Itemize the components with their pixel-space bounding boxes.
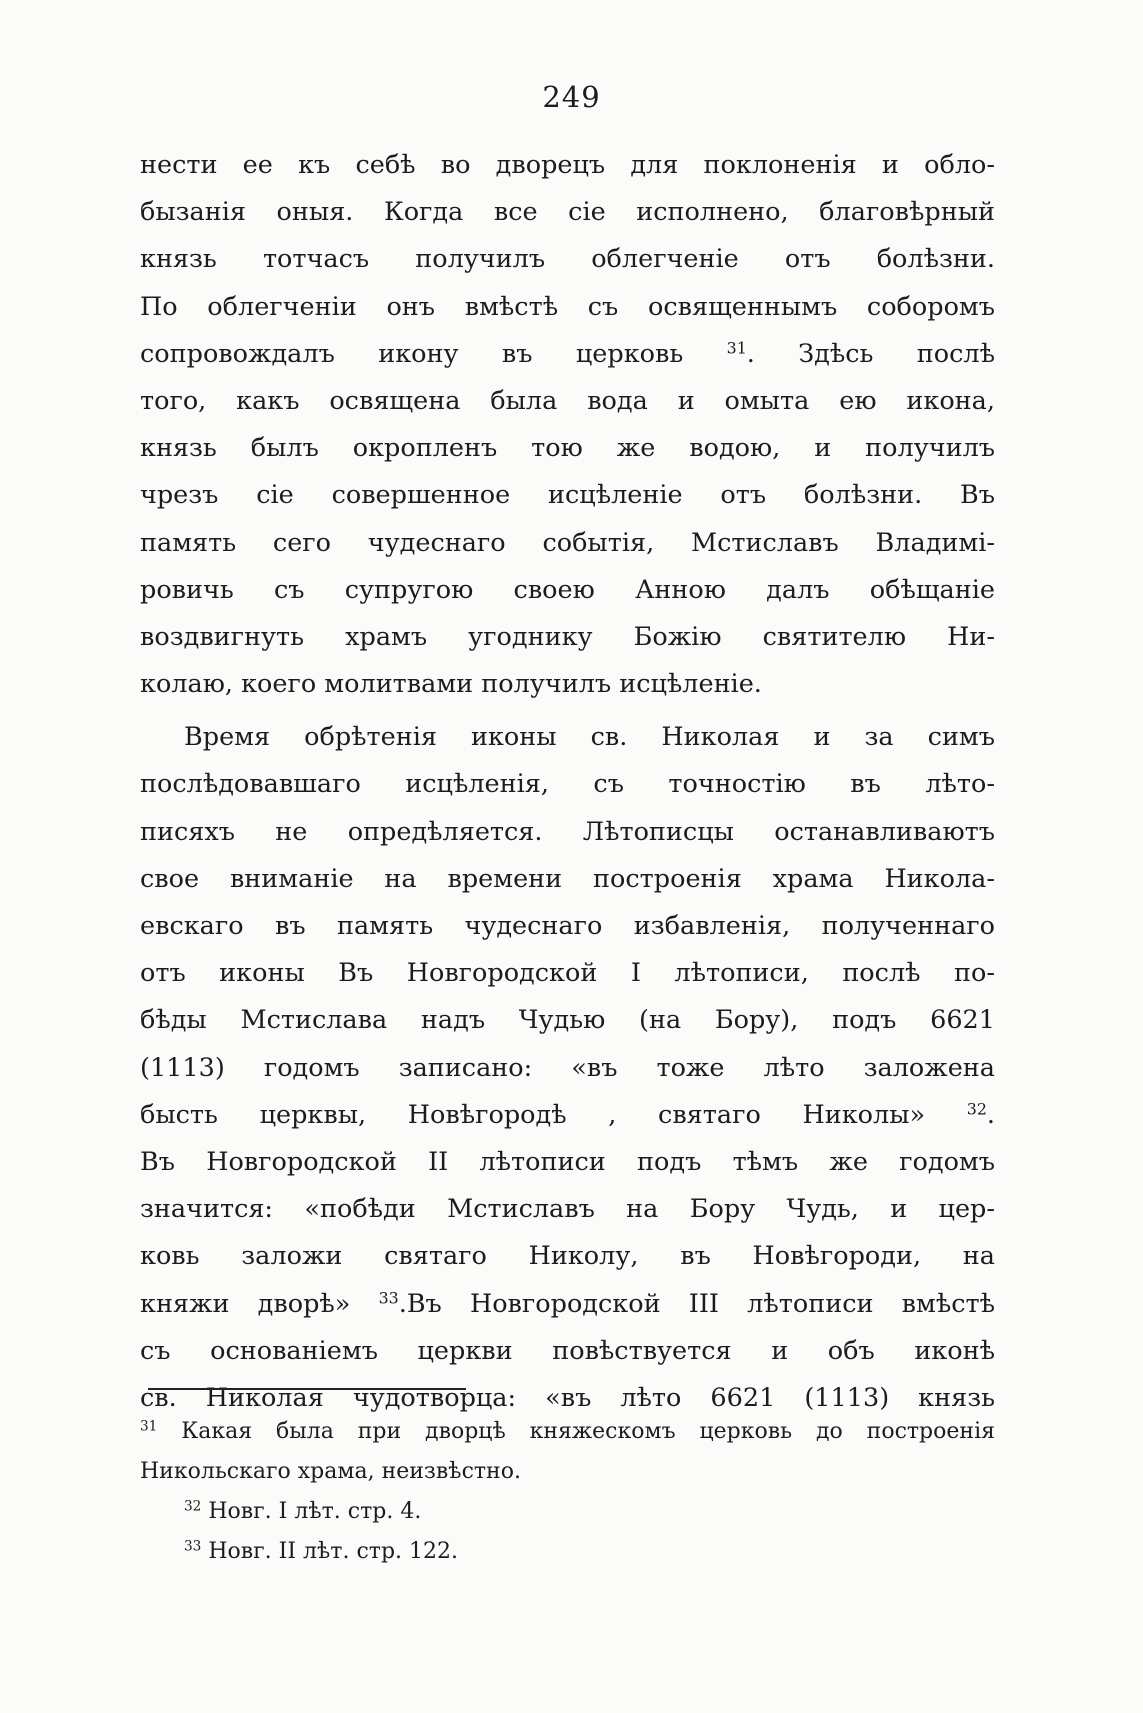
note-ref-31: 31 [726,338,747,358]
page-number: 249 [542,80,601,114]
footnote-31 [140,1412,995,1452]
text-segment: сопровождалъ икону въ церковь [140,338,684,369]
footnote-31-cont: Никольскаго храма, неизвѣстно. [140,1459,521,1484]
footnote-32 [140,1492,995,1532]
footnotes [140,1412,995,1572]
footnote-marker: 32 [184,1498,202,1515]
text-line: бызанія оныя. Когда все сіе исполнено, благовѣрный [140,197,995,228]
footnote-33 [140,1532,995,1572]
text-line: значится: «побѣди Мстиславъ на Бору Чудь, и цер- [140,1194,995,1225]
text-line: св. Николая чудотворца: «въ лѣто 6621 (1113) князь [140,1382,995,1413]
text-line: память сего чудеснаго событія, Мстиславъ Владимі- [140,527,995,558]
text-line [140,331,995,378]
text-line: писяхъ не опредѣляется. Лѣтописцы останавливаютъ [140,816,995,847]
text-line: бѣды Мстислава надъ Чудью (на Бору), подъ 6621 [140,1005,995,1036]
note-ref-32: 32 [966,1099,987,1119]
note-ref-33: 33 [378,1287,399,1307]
text-line: чрезъ сіе совершенное исцѣленіе отъ болѣзни. Въ [140,480,995,511]
text-line: отъ иконы Въ Новгородской I лѣтописи, послѣ по- [140,958,995,989]
text-segment: Въ Новгородской III лѣтописи вмѣстѣ [406,1288,995,1319]
text-line: евскаго въ память чудеснаго избавленія, полученнаго [140,911,995,941]
footnote-marker: 31 [140,1418,158,1435]
text-line: нести ее къ себѣ во дворецъ для поклоненія и обло- [140,150,995,180]
text-line: воздвигнуть храмъ угоднику Божію святителю Ни- [140,621,995,652]
text-line: княжи дворѣ» $^{33}$.Въ Новгородской III лѣтописи вмѣстѣ [140,1287,995,1319]
text-line: бысть церквы, Новѣгородѣ , святаго Николы» $^{32}$. [140,1099,995,1130]
footnote-divider [148,1388,466,1390]
text-line: По облегченіи онъ вмѣстѣ съ освященнымъ соборомъ [140,291,995,322]
text-line: (1113) годомъ записано: «въ тоже лѣто заложена [140,1052,995,1083]
text-segment: . Здѣсь послѣ [746,338,995,369]
text-line: ковь заложи святаго Николу, въ Новѣгороди, на [140,1241,995,1272]
text-line: того, какъ освящена была вода и омыта ею икона, [140,385,995,416]
text-segment: княжи дворѣ» [140,1288,351,1319]
text-segment: бысть церквы, Новѣгородѣ , святаго Николы» [140,1099,926,1130]
text-line: съ основаніемъ церкви повѣствуется и объ иконѣ [140,1335,995,1366]
footnote-marker: 33 [184,1538,202,1555]
footnote-text: Новг. II лѣт. стр. 122. [208,1539,458,1564]
text-line: Въ Новгородской II лѣтописи подъ тѣмъ же годомъ [140,1146,995,1177]
text-line: свое вниманіе на времени построенія храма Никола- [140,863,995,894]
text-line: колаю, коего молитвами получилъ исцѣленіе. [140,669,762,700]
text-line: послѣдовавшаго исцѣленія, съ точностію въ лѣто- [140,769,995,800]
text-line: князь былъ окропленъ тою же водою, и получилъ [140,433,995,464]
text-line: ровичь съ супругою своею Анною далъ обѣщаніе [140,574,995,605]
text-line: Время обрѣтенія иконы св. Николая и за симъ [184,722,995,753]
text-line: князь тотчасъ получилъ облегченіе отъ болѣзни. [140,244,995,275]
footnote-text: Какая была при дворцѣ княжескомъ церковь до построенія [181,1419,995,1444]
footnote-text: Новг. I лѣт. стр. 4. [208,1499,422,1524]
body-text [140,142,995,1422]
